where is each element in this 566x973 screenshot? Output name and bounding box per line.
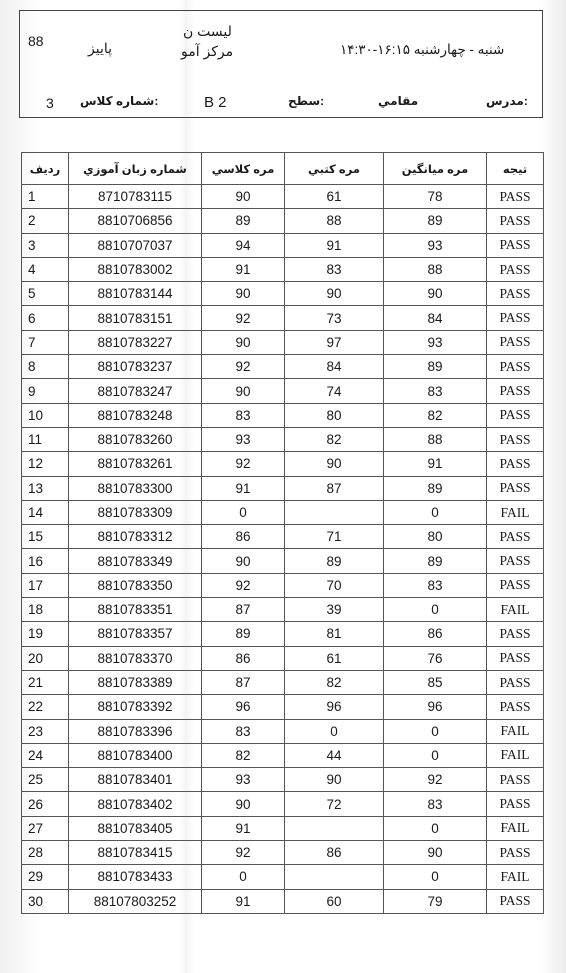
result-cell: PASS bbox=[487, 355, 544, 379]
row-number-cell: 7 bbox=[22, 330, 69, 354]
result-cell: PASS bbox=[487, 768, 544, 792]
average-score-cell: 91 bbox=[384, 452, 487, 476]
result-cell: FAIL bbox=[487, 598, 544, 622]
student-id-cell: 8810783351 bbox=[69, 598, 202, 622]
result-cell: PASS bbox=[487, 452, 544, 476]
teacher-value: مقامي bbox=[378, 94, 419, 108]
student-id-cell: 8810783349 bbox=[69, 549, 202, 573]
class-score-cell: 90 bbox=[202, 330, 285, 354]
written-score-cell: 88 bbox=[285, 209, 384, 233]
table-row bbox=[22, 598, 544, 622]
result-cell: PASS bbox=[487, 792, 544, 816]
average-score-cell: 79 bbox=[384, 889, 487, 913]
level-value: B 2 bbox=[204, 94, 227, 111]
student-id-cell: 8810783237 bbox=[69, 355, 202, 379]
written-score-cell: 90 bbox=[285, 768, 384, 792]
average-score-cell: 92 bbox=[384, 768, 487, 792]
row-number-cell: 1 bbox=[22, 185, 69, 209]
student-id-cell: 8810783002 bbox=[69, 257, 202, 281]
class-score-cell: 92 bbox=[202, 841, 285, 865]
average-score-cell: 0 bbox=[384, 865, 487, 889]
average-score-cell: 82 bbox=[384, 403, 487, 427]
written-score-cell: 73 bbox=[285, 306, 384, 330]
row-number-cell: 20 bbox=[22, 646, 69, 670]
row-number-cell: 4 bbox=[22, 257, 69, 281]
col-header-student-id: شماره زبان آموزي bbox=[69, 153, 202, 185]
table-row bbox=[22, 403, 544, 427]
result-cell: PASS bbox=[487, 549, 544, 573]
row-number-cell: 29 bbox=[22, 865, 69, 889]
table-row bbox=[22, 792, 544, 816]
result-cell: PASS bbox=[487, 282, 544, 306]
table-row bbox=[22, 282, 544, 306]
class-score-cell: 86 bbox=[202, 646, 285, 670]
table-row bbox=[22, 743, 544, 767]
table-row bbox=[22, 355, 544, 379]
written-score-cell: 70 bbox=[285, 573, 384, 597]
center-name: مرکز آمو bbox=[181, 43, 234, 59]
average-score-cell: 88 bbox=[384, 257, 487, 281]
student-id-cell: 8810783300 bbox=[69, 476, 202, 500]
col-header-row-number: رديف bbox=[22, 153, 69, 185]
average-score-cell: 96 bbox=[384, 695, 487, 719]
result-cell: PASS bbox=[487, 841, 544, 865]
average-score-cell: 84 bbox=[384, 306, 487, 330]
row-number-cell: 15 bbox=[22, 525, 69, 549]
class-score-cell: 83 bbox=[202, 403, 285, 427]
document-title: لیست ن bbox=[183, 23, 232, 39]
result-cell: PASS bbox=[487, 185, 544, 209]
row-number-cell: 11 bbox=[22, 427, 69, 451]
written-score-cell: 80 bbox=[285, 403, 384, 427]
row-number-cell: 6 bbox=[22, 306, 69, 330]
written-score-cell: 82 bbox=[285, 427, 384, 451]
class-score-cell: 90 bbox=[202, 549, 285, 573]
result-cell: PASS bbox=[487, 670, 544, 694]
written-score-cell: 91 bbox=[285, 233, 384, 257]
result-cell: FAIL bbox=[487, 816, 544, 840]
row-number-cell: 22 bbox=[22, 695, 69, 719]
student-id-cell: 8810783312 bbox=[69, 525, 202, 549]
class-number-value: 3 bbox=[46, 95, 54, 111]
written-score-cell: 44 bbox=[285, 743, 384, 767]
average-score-cell: 76 bbox=[384, 646, 487, 670]
student-id-cell: 8810706856 bbox=[69, 209, 202, 233]
col-header-written-score: مره کتبي bbox=[285, 153, 384, 185]
row-number-cell: 17 bbox=[22, 573, 69, 597]
written-score-cell: 74 bbox=[285, 379, 384, 403]
student-id-cell: 8810783357 bbox=[69, 622, 202, 646]
row-number-cell: 16 bbox=[22, 549, 69, 573]
teacher-label: مدرس: bbox=[486, 94, 528, 108]
student-id-cell: 8810783400 bbox=[69, 743, 202, 767]
average-score-cell: 89 bbox=[384, 209, 487, 233]
table-row bbox=[22, 670, 544, 694]
class-score-cell: 90 bbox=[202, 282, 285, 306]
col-header-class-score: مره کلاسي bbox=[202, 153, 285, 185]
class-score-cell: 92 bbox=[202, 355, 285, 379]
student-id-cell: 8810783396 bbox=[69, 719, 202, 743]
row-number-cell: 2 bbox=[22, 209, 69, 233]
row-number-cell: 30 bbox=[22, 889, 69, 913]
result-cell: PASS bbox=[487, 525, 544, 549]
average-score-cell: 88 bbox=[384, 427, 487, 451]
table-row bbox=[22, 719, 544, 743]
class-score-cell: 89 bbox=[202, 622, 285, 646]
average-score-cell: 78 bbox=[384, 185, 487, 209]
table-row bbox=[22, 306, 544, 330]
written-score-cell: 39 bbox=[285, 598, 384, 622]
average-score-cell: 0 bbox=[384, 816, 487, 840]
table-header-row bbox=[22, 153, 544, 185]
term-number: 88 bbox=[28, 33, 44, 49]
result-cell: FAIL bbox=[487, 500, 544, 524]
row-number-cell: 19 bbox=[22, 622, 69, 646]
row-number-cell: 10 bbox=[22, 403, 69, 427]
row-number-cell: 8 bbox=[22, 355, 69, 379]
table-row bbox=[22, 816, 544, 840]
table-row bbox=[22, 573, 544, 597]
table-row bbox=[22, 500, 544, 524]
table-row bbox=[22, 379, 544, 403]
average-score-cell: 83 bbox=[384, 379, 487, 403]
result-cell: PASS bbox=[487, 306, 544, 330]
written-score-cell: 90 bbox=[285, 452, 384, 476]
student-id-cell: 8810783350 bbox=[69, 573, 202, 597]
result-cell: PASS bbox=[487, 646, 544, 670]
written-score-cell: 90 bbox=[285, 282, 384, 306]
result-cell: PASS bbox=[487, 379, 544, 403]
average-score-cell: 83 bbox=[384, 573, 487, 597]
result-cell: PASS bbox=[487, 573, 544, 597]
class-score-cell: 92 bbox=[202, 306, 285, 330]
student-id-cell: 8810783370 bbox=[69, 646, 202, 670]
table-row bbox=[22, 889, 544, 913]
table-row bbox=[22, 257, 544, 281]
table-row bbox=[22, 768, 544, 792]
class-score-cell: 89 bbox=[202, 209, 285, 233]
table-row bbox=[22, 476, 544, 500]
result-cell: PASS bbox=[487, 403, 544, 427]
average-score-cell: 90 bbox=[384, 841, 487, 865]
class-score-cell: 91 bbox=[202, 889, 285, 913]
table-row bbox=[22, 622, 544, 646]
average-score-cell: 0 bbox=[384, 598, 487, 622]
student-id-cell: 8810783248 bbox=[69, 403, 202, 427]
written-score-cell: 60 bbox=[285, 889, 384, 913]
table-row bbox=[22, 841, 544, 865]
row-number-cell: 12 bbox=[22, 452, 69, 476]
average-score-cell: 93 bbox=[384, 330, 487, 354]
student-id-cell: 8810783247 bbox=[69, 379, 202, 403]
table-row bbox=[22, 865, 544, 889]
class-score-cell: 0 bbox=[202, 865, 285, 889]
row-number-cell: 3 bbox=[22, 233, 69, 257]
student-id-cell: 8810783392 bbox=[69, 695, 202, 719]
table-row bbox=[22, 525, 544, 549]
student-id-cell: 8810783309 bbox=[69, 500, 202, 524]
student-id-cell: 8810783144 bbox=[69, 282, 202, 306]
student-id-cell: 8810783433 bbox=[69, 865, 202, 889]
class-schedule: شنبه - چهارشنبه ۱۶:۱۵-۱۴:۳۰ bbox=[340, 42, 505, 57]
written-score-cell: 81 bbox=[285, 622, 384, 646]
student-id-cell: 8810783227 bbox=[69, 330, 202, 354]
class-score-cell: 90 bbox=[202, 379, 285, 403]
written-score-cell: 86 bbox=[285, 841, 384, 865]
average-score-cell: 83 bbox=[384, 792, 487, 816]
class-score-cell: 92 bbox=[202, 573, 285, 597]
table-row bbox=[22, 695, 544, 719]
col-header-result: تيجه bbox=[487, 153, 544, 185]
term-season: پاييز bbox=[88, 40, 113, 56]
written-score-cell: 84 bbox=[285, 355, 384, 379]
class-score-cell: 87 bbox=[202, 670, 285, 694]
average-score-cell: 90 bbox=[384, 282, 487, 306]
average-score-cell: 86 bbox=[384, 622, 487, 646]
row-number-cell: 14 bbox=[22, 500, 69, 524]
class-score-cell: 90 bbox=[202, 792, 285, 816]
student-id-cell: 8810783401 bbox=[69, 768, 202, 792]
class-score-cell: 87 bbox=[202, 598, 285, 622]
class-score-cell: 82 bbox=[202, 743, 285, 767]
table-row bbox=[22, 185, 544, 209]
result-cell: PASS bbox=[487, 476, 544, 500]
student-id-cell: 8810783415 bbox=[69, 841, 202, 865]
student-id-cell: 8710783115 bbox=[69, 185, 202, 209]
class-score-cell: 94 bbox=[202, 233, 285, 257]
level-label: سطح: bbox=[288, 94, 325, 108]
written-score-cell: 83 bbox=[285, 257, 384, 281]
average-score-cell: 0 bbox=[384, 719, 487, 743]
class-score-cell: 83 bbox=[202, 719, 285, 743]
table-row bbox=[22, 330, 544, 354]
row-number-cell: 25 bbox=[22, 768, 69, 792]
written-score-cell: 97 bbox=[285, 330, 384, 354]
result-cell: PASS bbox=[487, 622, 544, 646]
result-cell: PASS bbox=[487, 257, 544, 281]
student-id-cell: 8810783402 bbox=[69, 792, 202, 816]
row-number-cell: 9 bbox=[22, 379, 69, 403]
class-score-cell: 93 bbox=[202, 768, 285, 792]
grades-table bbox=[21, 152, 544, 914]
class-score-cell: 96 bbox=[202, 695, 285, 719]
row-number-cell: 26 bbox=[22, 792, 69, 816]
result-cell: FAIL bbox=[487, 743, 544, 767]
written-score-cell: 72 bbox=[285, 792, 384, 816]
col-header-average-score: مره ميانگين bbox=[384, 153, 487, 185]
row-number-cell: 27 bbox=[22, 816, 69, 840]
class-score-cell: 91 bbox=[202, 816, 285, 840]
row-number-cell: 13 bbox=[22, 476, 69, 500]
class-score-cell: 92 bbox=[202, 452, 285, 476]
table-row bbox=[22, 452, 544, 476]
result-cell: PASS bbox=[487, 695, 544, 719]
written-score-cell: 87 bbox=[285, 476, 384, 500]
average-score-cell: 0 bbox=[384, 500, 487, 524]
result-cell: FAIL bbox=[487, 865, 544, 889]
student-id-cell: 8810783261 bbox=[69, 452, 202, 476]
class-number-label: شماره کلاس: bbox=[80, 94, 159, 108]
class-score-cell: 90 bbox=[202, 185, 285, 209]
written-score-cell: 61 bbox=[285, 646, 384, 670]
table-row bbox=[22, 209, 544, 233]
table-row bbox=[22, 427, 544, 451]
table-row bbox=[22, 549, 544, 573]
result-cell: PASS bbox=[487, 427, 544, 451]
student-id-cell: 8810783151 bbox=[69, 306, 202, 330]
student-id-cell: 8810783389 bbox=[69, 670, 202, 694]
student-id-cell: 8810707037 bbox=[69, 233, 202, 257]
class-score-cell: 91 bbox=[202, 257, 285, 281]
written-score-cell: 96 bbox=[285, 695, 384, 719]
written-score-cell: 71 bbox=[285, 525, 384, 549]
written-score-cell: 61 bbox=[285, 185, 384, 209]
table-body bbox=[22, 185, 544, 914]
average-score-cell: 89 bbox=[384, 355, 487, 379]
student-id-cell: 88107803252 bbox=[69, 889, 202, 913]
average-score-cell: 85 bbox=[384, 670, 487, 694]
written-score-cell bbox=[285, 865, 384, 889]
table-row bbox=[22, 646, 544, 670]
result-cell: FAIL bbox=[487, 719, 544, 743]
table-row bbox=[22, 233, 544, 257]
row-number-cell: 23 bbox=[22, 719, 69, 743]
result-cell: PASS bbox=[487, 330, 544, 354]
class-score-cell: 0 bbox=[202, 500, 285, 524]
average-score-cell: 89 bbox=[384, 549, 487, 573]
result-cell: PASS bbox=[487, 233, 544, 257]
class-score-cell: 91 bbox=[202, 476, 285, 500]
average-score-cell: 80 bbox=[384, 525, 487, 549]
row-number-cell: 18 bbox=[22, 598, 69, 622]
average-score-cell: 89 bbox=[384, 476, 487, 500]
average-score-cell: 0 bbox=[384, 743, 487, 767]
class-score-cell: 86 bbox=[202, 525, 285, 549]
row-number-cell: 24 bbox=[22, 743, 69, 767]
row-number-cell: 28 bbox=[22, 841, 69, 865]
written-score-cell bbox=[285, 500, 384, 524]
average-score-cell: 93 bbox=[384, 233, 487, 257]
written-score-cell: 82 bbox=[285, 670, 384, 694]
result-cell: PASS bbox=[487, 889, 544, 913]
written-score-cell bbox=[285, 816, 384, 840]
written-score-cell: 0 bbox=[285, 719, 384, 743]
row-number-cell: 5 bbox=[22, 282, 69, 306]
written-score-cell: 89 bbox=[285, 549, 384, 573]
student-id-cell: 8810783405 bbox=[69, 816, 202, 840]
result-cell: PASS bbox=[487, 209, 544, 233]
row-number-cell: 21 bbox=[22, 670, 69, 694]
student-id-cell: 8810783260 bbox=[69, 427, 202, 451]
class-score-cell: 93 bbox=[202, 427, 285, 451]
